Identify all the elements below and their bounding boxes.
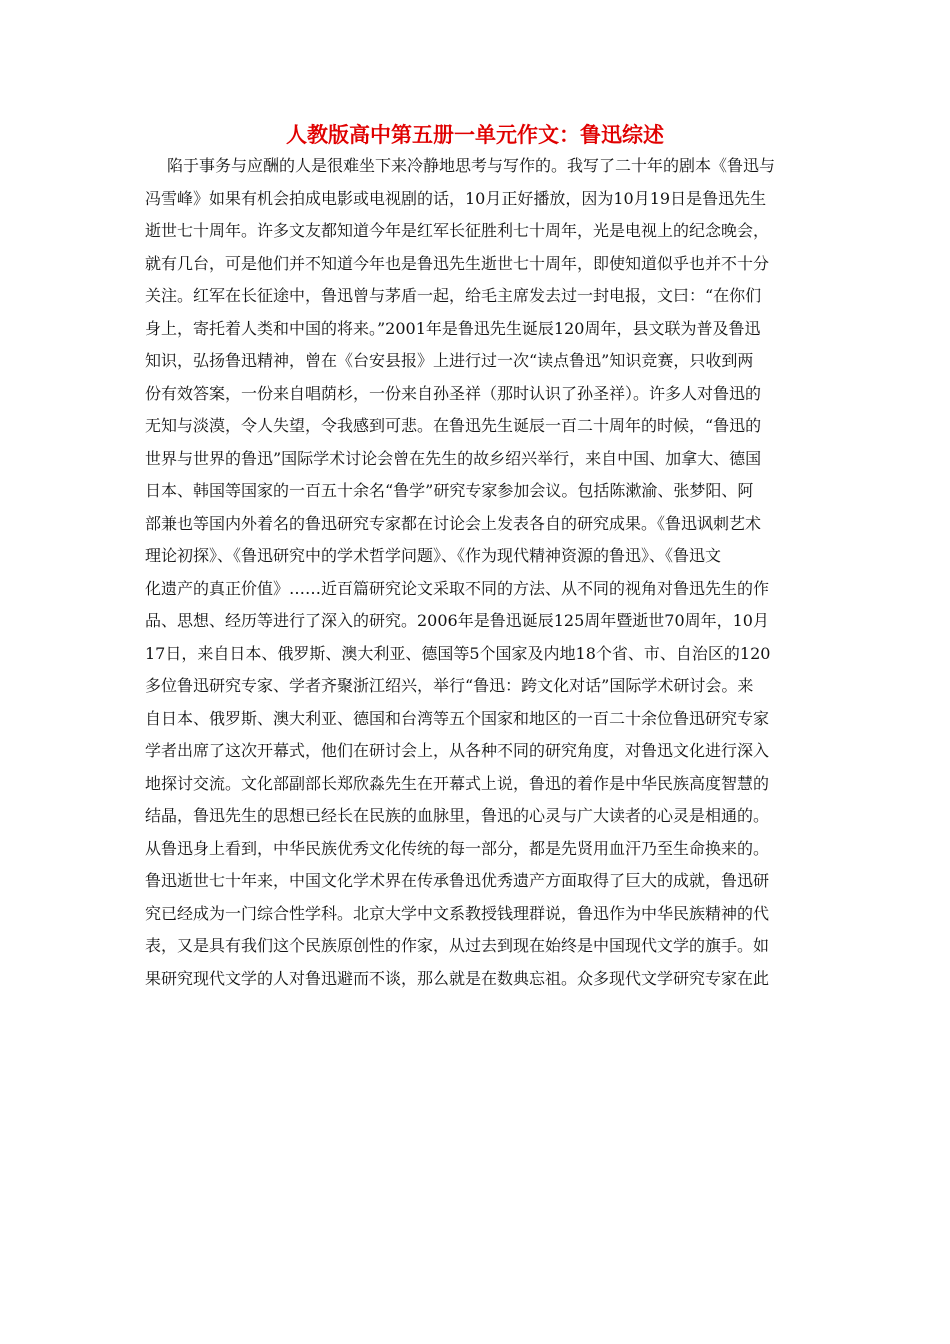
body-line: 份有效答案，一份来自唱荫杉，一份来自孙圣祥（那时认识了孙圣祥）。许多人对鲁迅的 (145, 383, 762, 403)
body-line: 知识，弘扬鲁迅精神，曾在《台安县报》上进行过一次“读点鲁迅”知识竞赛，只收到两 (145, 351, 754, 370)
document-title: 人教版高中第五册一单元作文：鲁迅综述 (286, 123, 664, 147)
body-line: 学者出席了这次开幕式，他们在研讨会上，从各种不同的研究角度，对鲁迅文化进行深入 (145, 741, 770, 760)
body-line: 17日，来自日本、俄罗斯、澳大利亚、德国等5个国家及内地18个省、市、自治区的120 (145, 643, 771, 663)
body-line: 世界与世界的鲁迅”国际学术讨论会曾在先生的故乡绍兴举行，来自中国、加拿大、德国 (145, 448, 762, 468)
body-line: 冯雪峰》如果有机会拍成电影或电视剧的话，10月正好播放，因为10月19日是鲁迅先生 (145, 188, 767, 208)
body-line: 多位鲁迅研究专家、学者齐聚浙江绍兴，举行“鲁迅：跨文化对话”国际学术研讨会。来 (145, 676, 754, 695)
body-line: 理论初探》、《鲁迅研究中的学术哲学问题》、《作为现代精神资源的鲁迅》、《鲁迅文 (145, 546, 722, 565)
document-body (145, 150, 817, 995)
body-line: 结晶，鲁迅先生的思想已经长在民族的血脉里，鲁迅的心灵与广大读者的心灵是相通的。 (145, 806, 770, 825)
body-line: 表，又是具有我们这个民族原创性的作家，从过去到现在始终是中国现代文学的旗手。如 (145, 936, 770, 955)
body-line: 鲁迅逝世七十年来，中国文化学术界在传承鲁迅优秀遗产方面取得了巨大的成就，鲁迅研 (145, 871, 770, 890)
body-line: 关注。红军在长征途中，鲁迅曾与茅盾一起，给毛主席发去过一封电报，文曰：“在你们 (145, 286, 762, 305)
body-line: 身上，寄托着人类和中国的将来。”2001年是鲁迅先生诞辰120周年，县文联为普及鲁迅 (145, 318, 761, 338)
body-line: 陷于事务与应酬的人是很难坐下来冷静地思考与写作的。我写了二十年的剧本《鲁迅与 (167, 156, 776, 175)
body-line: 自日本、俄罗斯、澳大利亚、德国和台湾等五个国家和地区的一百二十余位鲁迅研究专家 (145, 708, 770, 728)
body-line: 品、思想、经历等进行了深入的研究。2006年是鲁迅诞辰125周年暨逝世70周年，10月 (145, 611, 769, 630)
body-line: 地探讨交流。文化部副部长郑欣淼先生在开幕式上说，鲁迅的着作是中华民族高度智慧的 (145, 773, 770, 793)
body-line: 日本、韩国等国家的一百五十余名“鲁学”研究专家参加会议。包括陈漱渝、张梦阳、阿 (145, 481, 754, 500)
body-line: 部兼也等国内外着名的鲁迅研究专家都在讨论会上发表各自的研究成果。《鲁迅讽刺艺术 (145, 513, 762, 533)
body-line: 化遗产的真正价值》……近百篇研究论文采取不同的方法、从不同的视角对鲁迅先生的作 (145, 578, 770, 598)
body-line: 究已经成为一门综合性学科。北京大学中文系教授钱理群说，鲁迅作为中华民族精神的代 (145, 903, 770, 923)
body-line: 就有几台，可是他们并不知道今年也是鲁迅先生逝世七十周年，即使知道似乎也并不十分 (145, 253, 770, 273)
body-line: 果研究现代文学的人对鲁迅避而不谈，那么就是在数典忘祖。众多现代文学研究专家在此 (145, 968, 770, 988)
body-line: 无知与淡漠，令人失望，令我感到可悲。在鲁迅先生诞辰一百二十周年的时候，“鲁迅的 (145, 416, 762, 435)
body-line: 从鲁迅身上看到，中华民族优秀文化传统的每一部分，都是先贤用血汗乃至生命换来的。 (145, 838, 770, 858)
body-line: 逝世七十周年。许多文友都知道今年是红军长征胜利七十周年，光是电视上的纪念晚会， (145, 221, 770, 240)
